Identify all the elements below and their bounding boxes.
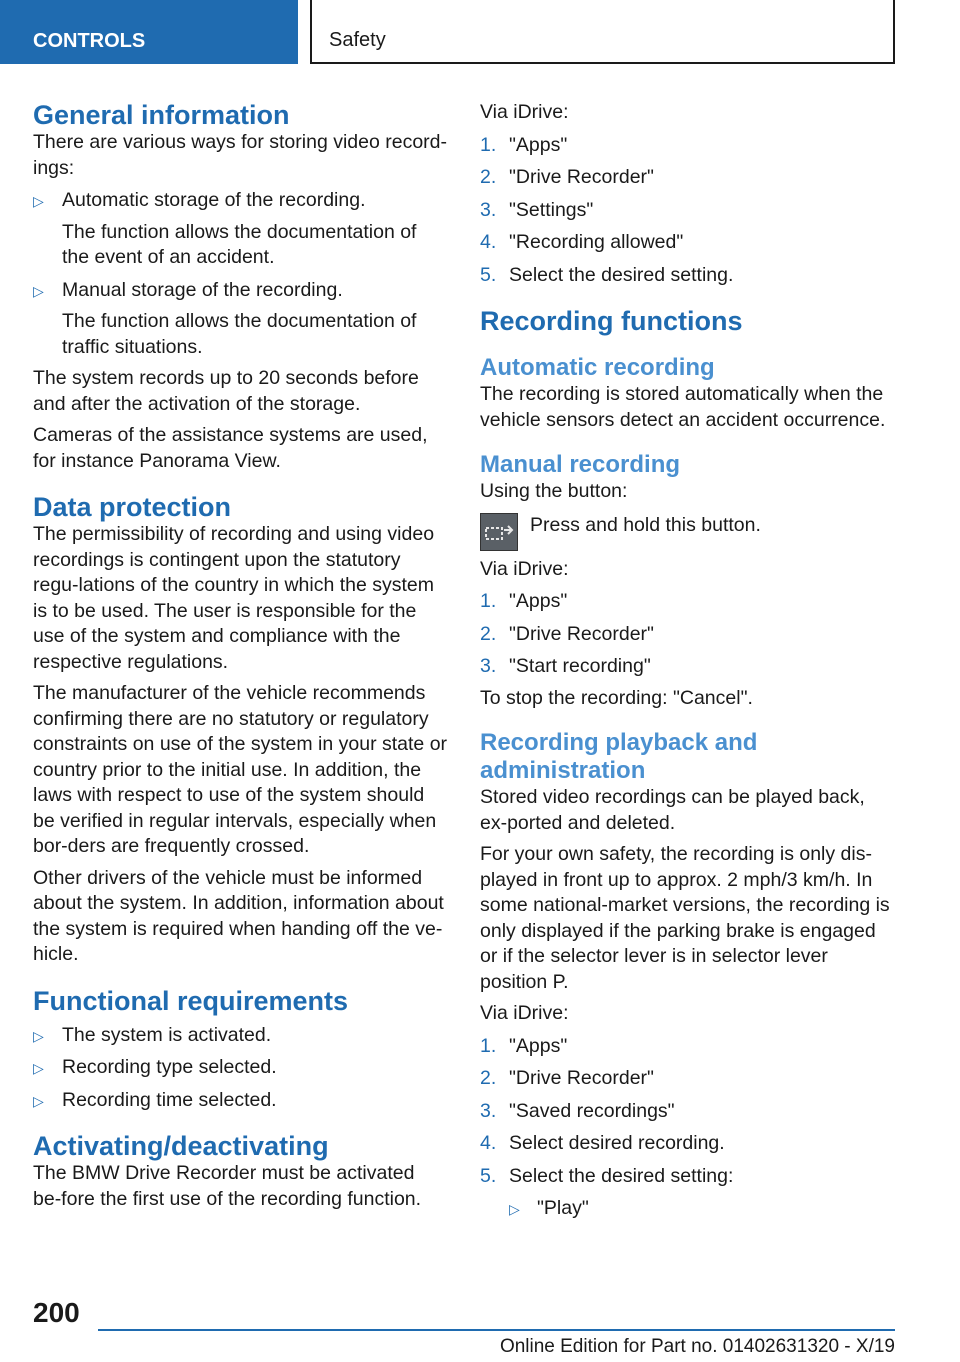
via-idrive-label: Via iDrive: [480,101,569,123]
using-button-label: Using the button: [480,480,628,502]
bullet-text: Automatic storage of the recording. [62,189,366,211]
step-text: Select the desired setting. [509,263,734,286]
list-item: 4. Select desired recording. [480,1132,725,1154]
step-text: "Apps" [509,133,568,156]
chapter-tab [0,0,298,64]
list-item [33,1055,448,1081]
triangle-right-icon: ▷ [33,193,44,209]
list-item: 4. "Recording allowed" [480,231,684,253]
left-column [33,100,448,1212]
functional-requirements-heading: Functional requirements [33,985,349,1016]
step-text: "Apps" [509,590,568,612]
button-instruction [480,513,895,551]
step-text: "Drive Recorder" [509,1067,654,1089]
data-protection-heading: Data protection [33,492,232,522]
list-item: 1. "Apps" [480,590,568,612]
step-text: "Settings" [509,198,594,221]
list-item: 2. "Drive Recorder" [480,622,654,645]
list-item: 3. "Settings" [480,198,594,221]
list-item [33,188,448,271]
list-item: 5. Select the desired setting. [480,263,734,286]
section-label: CONTROLS [33,30,146,52]
edition-note: Online Edition for Part no. 01402631320 - X/19 [499,1336,895,1357]
step-text: "Drive Recorder" [509,622,654,645]
list-item [33,1023,448,1049]
step-text: "Recording allowed" [509,231,684,253]
step-text: Select the desired setting: [509,1164,734,1187]
data-paragraph-2: The manufacturer of the vehicle recommends confirming there are no statutory or regulatory constraints on use of the system in your state or country prior to the initial use. In addition, the laws with respect to use of the system should be verified in regular intervals, especially when bor-ders are frequently crossed. [33,682,448,857]
general-info-heading: General information [33,100,290,130]
list-item: 1. "Apps" [480,133,568,156]
playback-paragraph-2: For your own safety, the recording is only dis-played in front up to approx. 2 mph/3 km/h. In some national-market versions, the recording is only displayed if the parking brake is engaged or if the selector lever is in selector lever position P. [480,843,890,993]
triangle-right-icon: ▷ [33,1060,44,1076]
step-text: "Saved recordings" [509,1099,675,1122]
general-intro: There are various ways for storing video record-ings: [33,131,448,179]
data-paragraph-3: Other drivers of the vehicle must be informed about the system. In addition, information about the system is required when handing off the ve-hicle. [33,866,444,965]
step-text: Select desired recording. [509,1132,725,1154]
automatic-recording-heading: Automatic recording [480,354,715,381]
bullet-text: Manual storage of the recording. [62,278,343,301]
list-item: 3. "Start recording" [480,655,651,677]
via-idrive-label: Via iDrive: [480,557,569,580]
bullet-text: The system is activated. [62,1023,272,1046]
automatic-recording-paragraph: The recording is stored automatically when the vehicle sensors detect an accident occurrence. [480,383,886,431]
data-paragraph-1: The permissibility of recording and using video recordings is contingent upon the statutory regu-lations of the country in which the system is to be used. The user is responsible for the use of the system and compliance with the respective regulations. [33,523,435,673]
bullet-text: Recording time selected. [62,1088,277,1111]
list-item: 1. "Apps" [480,1034,568,1057]
manual-recording-heading: Manual recording [480,451,681,478]
chapter-title: Safety [329,29,386,51]
chapter-title-box [310,0,895,64]
list-item: 3. "Saved recordings" [480,1099,675,1122]
press-hold-text: Press and hold this button. [530,513,761,536]
triangle-right-icon: ▷ [33,1092,44,1109]
list-item [33,1088,448,1114]
bullet-subtext: The function allows the documentation of traffic situations. [62,310,417,358]
page-number: 200 [33,1297,80,1328]
list-item: 2. "Drive Recorder" [480,166,654,188]
triangle-right-icon: ▷ [33,1027,44,1044]
cameras-paragraph: Cameras of the assistance systems are used, for instance Panorama View. [33,424,428,472]
footer-divider [98,1329,895,1331]
stop-recording-text: To stop the recording: "Cancel". [480,686,753,709]
triangle-right-icon: ▷ [509,1201,520,1217]
step-text: "Drive Recorder" [509,166,654,188]
recording-functions-heading: Recording functions [480,306,743,336]
right-column [480,100,895,1222]
sub-step-text: "Play" [537,1197,589,1219]
activating-heading: Activating/deactivating [33,1131,329,1161]
list-item: 5. Select the desired setting: [480,1164,734,1187]
activating-paragraph: The BMW Drive Recorder must be activated be-fore the first use of the recording function. [33,1162,422,1210]
triangle-right-icon: ▷ [33,282,44,299]
list-item: 2. "Drive Recorder" [480,1067,654,1089]
step-text: "Start recording" [509,655,651,677]
playback-heading: Recording playback and administration [480,729,758,784]
bullet-text: Recording type selected. [62,1056,277,1078]
drive-recorder-button-icon [480,513,518,551]
bullet-subtext: The function allows the documentation of the event of an accident. [62,220,417,268]
list-item [509,1196,895,1222]
via-idrive-label: Via iDrive: [480,1002,569,1024]
step-text: "Apps" [509,1034,568,1057]
records-paragraph: The system records up to 20 seconds before and after the activation of the storage. [33,367,419,415]
list-item [33,278,448,361]
playback-paragraph-1: Stored video recordings can be played back, ex-ported and deleted. [480,786,865,834]
